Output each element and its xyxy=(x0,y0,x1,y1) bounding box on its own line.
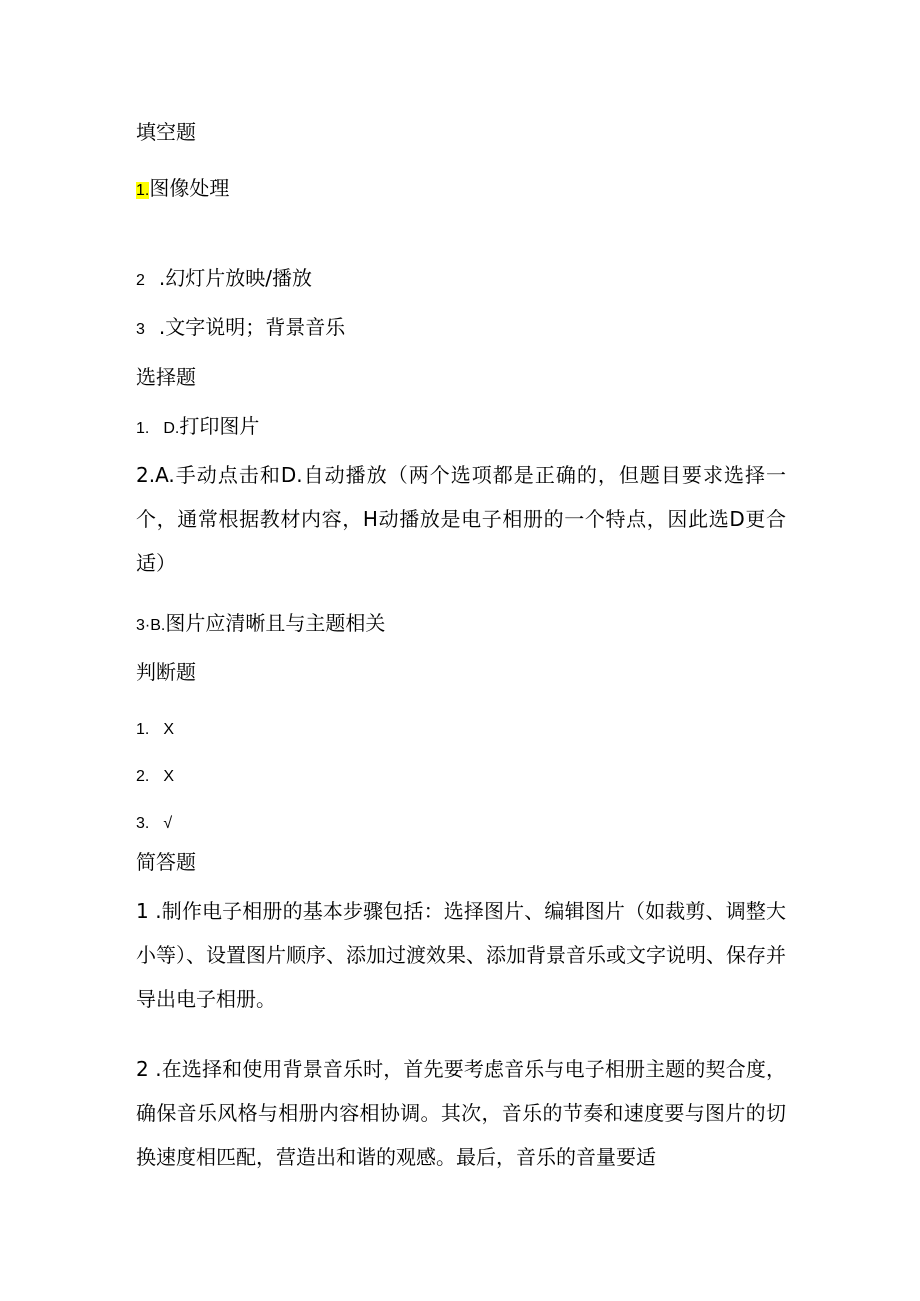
answer-text: .幻灯片放映/播放 xyxy=(158,266,313,290)
answer-number: 1. xyxy=(136,420,150,437)
answer-value: X xyxy=(163,721,175,738)
short-answer-1: 1 .制作电子相册的基本步骤包括：选择图片、编辑图片（如裁剪、调整大小等）、设置图片顺序、添加过渡效果、添加背景音乐或文字说明、保存并导出电子相册。 xyxy=(136,899,786,1011)
true-false-answer-2 xyxy=(136,760,174,788)
answer-text: .文字说明；背景音乐 xyxy=(158,315,346,339)
answer-text: 图像处理 xyxy=(149,176,230,200)
answer-number: 1. xyxy=(136,721,150,738)
answer-number: 2 xyxy=(136,272,145,289)
answer-number: 3·B. xyxy=(136,617,166,634)
answer-option: D. xyxy=(163,420,180,437)
short-answer-2: 2 .在选择和使用背景音乐时，首先要考虑音乐与电子相册主题的契合度，确保音乐风格与相册内容相协调。其次，音乐的节奏和速度要与图片的切换速度相匹配，营造出和谐的观感。最后，音乐的音量要适 xyxy=(136,1057,786,1169)
answer-value: √ xyxy=(163,815,173,832)
answer-number: 1. xyxy=(136,182,150,199)
multiple-choice-answer-2: 2.A.手动点击和D.自动播放（两个选项都是正确的，但题目要求选择一个，通常根据教材内容，H动播放是电子相册的一个特点，因此选D更合适） xyxy=(136,463,786,575)
multiple-choice-answer-3 xyxy=(136,609,385,637)
section-heading-short-answer: 简答题 xyxy=(136,850,196,874)
fill-in-blank-answer-1 xyxy=(136,174,229,202)
fill-in-blank-answer-2 xyxy=(136,264,312,292)
answer-number: 3. xyxy=(136,815,150,832)
true-false-answer-3 xyxy=(136,807,172,835)
true-false-answer-1 xyxy=(136,713,174,741)
answer-number: 3 xyxy=(136,321,145,338)
answer-text: 图片应清晰且与主题相关 xyxy=(165,611,386,635)
answer-text: 打印图片 xyxy=(179,414,260,438)
multiple-choice-answer-1 xyxy=(136,412,259,440)
section-heading-fill-in-blank: 填空题 xyxy=(136,120,196,144)
section-heading-true-false: 判断题 xyxy=(136,660,196,684)
answer-number: 2. xyxy=(136,768,150,785)
section-heading-multiple-choice: 选择题 xyxy=(136,365,196,389)
fill-in-blank-answer-3 xyxy=(136,313,345,341)
answer-value: X xyxy=(163,768,175,785)
